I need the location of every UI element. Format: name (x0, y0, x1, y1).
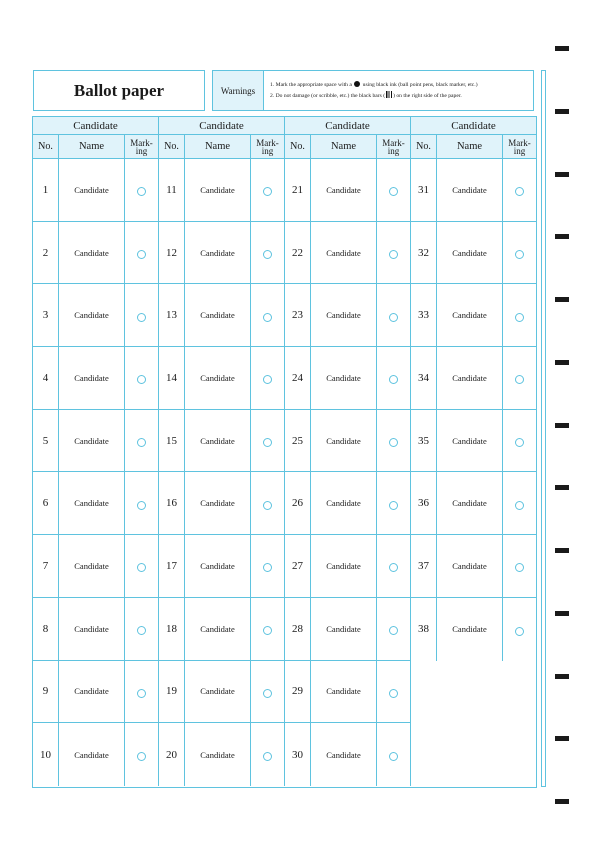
candidate-name: Candidate (437, 598, 503, 661)
candidate-name: Candidate (185, 410, 251, 472)
marking-cell (125, 410, 158, 472)
candidate-number: 3 (33, 284, 59, 346)
candidate-number: 28 (285, 598, 311, 660)
candidate-column-1 (33, 117, 159, 786)
marking-circle[interactable] (389, 313, 398, 322)
marking-cell (251, 535, 284, 597)
marking-circle[interactable] (137, 752, 146, 761)
marking-circle[interactable] (515, 438, 524, 447)
marking-circle[interactable] (389, 689, 398, 698)
column-subheader (33, 135, 159, 159)
candidate-row (33, 410, 159, 473)
candidate-name: Candidate (59, 222, 125, 284)
candidate-row (285, 535, 411, 598)
candidate-number: 1 (33, 159, 59, 221)
marking-cell (251, 723, 284, 786)
marking-circle[interactable] (389, 752, 398, 761)
timing-mark (555, 234, 569, 239)
candidate-name: Candidate (311, 284, 377, 346)
candidate-number: 11 (159, 159, 185, 221)
timing-mark (555, 297, 569, 302)
marking-circle[interactable] (263, 438, 272, 447)
marking-cell (251, 410, 284, 472)
candidate-name: Candidate (311, 598, 377, 660)
candidate-name: Candidate (59, 598, 125, 660)
candidate-row (411, 347, 537, 410)
candidate-group-header: Candidate (285, 117, 411, 135)
candidate-row (159, 159, 285, 222)
candidate-name: Candidate (59, 347, 125, 409)
marking-cell (125, 159, 158, 221)
candidate-row (33, 535, 159, 598)
timing-mark (555, 548, 569, 553)
candidate-row (285, 159, 411, 222)
candidate-row (159, 535, 285, 598)
candidate-name: Candidate (437, 410, 503, 472)
candidate-row (33, 222, 159, 285)
candidate-group-header: Candidate (411, 117, 537, 135)
marking-cell (125, 472, 158, 534)
candidate-row (159, 347, 285, 410)
marking-circle[interactable] (263, 689, 272, 698)
candidate-row (33, 159, 159, 222)
candidate-number: 27 (285, 535, 311, 597)
candidate-name: Candidate (311, 535, 377, 597)
marking-cell (377, 598, 410, 660)
candidate-number: 38 (411, 598, 437, 661)
candidate-name: Candidate (437, 535, 503, 597)
marking-cell (503, 535, 536, 597)
candidate-row (411, 410, 537, 473)
candidate-row (285, 222, 411, 285)
candidate-number: 8 (33, 598, 59, 660)
marking-cell (125, 347, 158, 409)
candidate-row (411, 222, 537, 285)
marking-cell (251, 598, 284, 660)
candidate-number: 5 (33, 410, 59, 472)
timing-mark (555, 736, 569, 741)
candidate-row (33, 598, 159, 661)
marking-circle[interactable] (263, 501, 272, 510)
column-subheader (285, 135, 411, 159)
candidate-row (159, 410, 285, 473)
header-name: Name (59, 135, 125, 158)
candidate-number: 13 (159, 284, 185, 346)
candidate-number: 22 (285, 222, 311, 284)
marking-cell (251, 222, 284, 284)
candidate-row (285, 472, 411, 535)
candidate-column-2 (159, 117, 285, 786)
candidate-number: 19 (159, 661, 185, 723)
marking-circle[interactable] (389, 187, 398, 196)
header-name: Name (437, 135, 503, 158)
candidate-row (285, 410, 411, 473)
marking-cell (377, 661, 410, 723)
candidate-number: 18 (159, 598, 185, 660)
candidate-number: 25 (285, 410, 311, 472)
candidate-number: 31 (411, 159, 437, 221)
marking-cell (251, 472, 284, 534)
candidate-name: Candidate (185, 347, 251, 409)
candidate-name: Candidate (59, 723, 125, 786)
candidate-column-4 (411, 117, 537, 661)
timing-mark (555, 109, 569, 114)
marking-circle[interactable] (389, 438, 398, 447)
candidate-name: Candidate (185, 159, 251, 221)
candidate-row (411, 598, 537, 661)
marking-cell (251, 284, 284, 346)
black-bars-icon (386, 91, 392, 98)
marking-circle[interactable] (515, 313, 524, 322)
candidate-row (411, 535, 537, 598)
candidate-name: Candidate (311, 347, 377, 409)
header-no: No. (411, 135, 437, 158)
header-marking: Mark- ing (508, 137, 531, 156)
marking-cell (251, 347, 284, 409)
timing-mark (555, 172, 569, 177)
marking-circle[interactable] (137, 563, 146, 572)
marking-cell (251, 159, 284, 221)
candidate-group-header: Candidate (33, 117, 159, 135)
candidate-row (411, 159, 537, 222)
candidate-number: 17 (159, 535, 185, 597)
marking-cell (377, 159, 410, 221)
candidate-number: 20 (159, 723, 185, 786)
header-marking: Mark- ing (256, 137, 279, 156)
marking-cell (125, 723, 158, 786)
timing-mark (555, 360, 569, 365)
marking-circle[interactable] (515, 375, 524, 384)
candidate-name: Candidate (437, 222, 503, 284)
marking-circle[interactable] (137, 375, 146, 384)
candidate-number: 16 (159, 472, 185, 534)
candidate-number: 30 (285, 723, 311, 786)
candidate-row (285, 598, 411, 661)
candidate-row (159, 222, 285, 285)
candidate-row (411, 284, 537, 347)
marking-cell (125, 535, 158, 597)
candidate-number: 26 (285, 472, 311, 534)
timing-mark (555, 46, 569, 51)
candidate-name: Candidate (59, 472, 125, 534)
marking-circle[interactable] (263, 375, 272, 384)
marking-circle[interactable] (263, 250, 272, 259)
filled-dot-icon (354, 81, 360, 87)
marking-circle[interactable] (137, 187, 146, 196)
candidate-row (285, 661, 411, 724)
candidate-row (285, 284, 411, 347)
timing-mark (555, 485, 569, 490)
marking-circle[interactable] (515, 501, 524, 510)
warning-line-1: 1. Mark the appropriate space with a using black ink (ball point pens, black marker, etc.) (270, 81, 478, 88)
marking-circle[interactable] (137, 501, 146, 510)
candidate-name: Candidate (185, 723, 251, 786)
candidate-number: 10 (33, 723, 59, 786)
candidate-column-3 (285, 117, 411, 786)
candidate-number: 15 (159, 410, 185, 472)
marking-circle[interactable] (137, 689, 146, 698)
marking-circle[interactable] (515, 563, 524, 572)
timing-mark (555, 674, 569, 679)
timing-mark (555, 423, 569, 428)
candidate-number: 7 (33, 535, 59, 597)
candidate-row (33, 472, 159, 535)
candidate-number: 33 (411, 284, 437, 346)
candidate-number: 2 (33, 222, 59, 284)
candidate-name: Candidate (185, 284, 251, 346)
warnings-label: Warnings (213, 71, 264, 110)
candidate-name: Candidate (185, 535, 251, 597)
candidate-row (33, 723, 159, 786)
warnings-box (212, 70, 534, 111)
marking-cell (377, 472, 410, 534)
marking-cell (503, 472, 536, 534)
candidate-row (33, 661, 159, 724)
candidate-row (159, 284, 285, 347)
header-marking: Mark- ing (382, 137, 405, 156)
candidate-row (159, 661, 285, 724)
candidate-number: 32 (411, 222, 437, 284)
marking-circle[interactable] (263, 563, 272, 572)
header-name: Name (311, 135, 377, 158)
timing-mark (555, 799, 569, 804)
candidate-row (285, 723, 411, 786)
marking-circle[interactable] (263, 187, 272, 196)
candidate-number: 36 (411, 472, 437, 534)
marking-cell (503, 222, 536, 284)
marking-cell (503, 598, 536, 661)
marking-circle[interactable] (263, 313, 272, 322)
header-no: No. (159, 135, 185, 158)
candidate-name: Candidate (59, 284, 125, 346)
candidate-name: Candidate (437, 159, 503, 221)
ballot-title: Ballot paper (73, 80, 165, 100)
candidate-row (33, 347, 159, 410)
candidate-row (159, 472, 285, 535)
candidate-number: 12 (159, 222, 185, 284)
marking-circle[interactable] (515, 627, 524, 636)
marking-circle[interactable] (263, 752, 272, 761)
candidate-row (411, 472, 537, 535)
column-subheader (411, 135, 537, 159)
candidate-row (285, 347, 411, 410)
marking-circle[interactable] (389, 250, 398, 259)
candidate-number: 9 (33, 661, 59, 723)
marking-cell (503, 159, 536, 221)
candidate-name: Candidate (59, 535, 125, 597)
marking-cell (377, 222, 410, 284)
candidate-name: Candidate (185, 222, 251, 284)
marking-cell (377, 347, 410, 409)
candidate-name: Candidate (59, 410, 125, 472)
marking-cell (377, 410, 410, 472)
marking-cell (125, 661, 158, 723)
ballot-table (32, 116, 537, 788)
candidate-name: Candidate (311, 472, 377, 534)
ballot-title-box (33, 70, 205, 111)
marking-circle[interactable] (389, 563, 398, 572)
marking-cell (125, 222, 158, 284)
column-subheader (159, 135, 285, 159)
marking-circle[interactable] (137, 626, 146, 635)
candidate-number: 24 (285, 347, 311, 409)
candidate-number: 34 (411, 347, 437, 409)
marking-circle[interactable] (137, 438, 146, 447)
candidate-number: 21 (285, 159, 311, 221)
marking-cell (125, 598, 158, 660)
candidate-group-header: Candidate (159, 117, 285, 135)
header-marking: Mark- ing (130, 137, 153, 156)
timing-mark (555, 611, 569, 616)
marking-cell (377, 723, 410, 786)
candidate-name: Candidate (311, 410, 377, 472)
warnings-text (264, 71, 533, 110)
marking-circle[interactable] (515, 250, 524, 259)
candidate-name: Candidate (59, 159, 125, 221)
marking-cell (125, 284, 158, 346)
warning-line-2: 2. Do not damage (or scribble, etc.) the black bars ( ) on the right side of the paper. (270, 92, 462, 99)
candidate-row (159, 598, 285, 661)
candidate-name: Candidate (437, 284, 503, 346)
candidate-number: 37 (411, 535, 437, 597)
marking-circle[interactable] (263, 626, 272, 635)
header-name: Name (185, 135, 251, 158)
marking-circle[interactable] (137, 250, 146, 259)
header-no: No. (285, 135, 311, 158)
candidate-name: Candidate (437, 347, 503, 409)
marking-cell (251, 661, 284, 723)
candidate-name: Candidate (185, 472, 251, 534)
header-no: No. (33, 135, 59, 158)
candidate-name: Candidate (311, 723, 377, 786)
marking-cell (377, 535, 410, 597)
candidate-number: 23 (285, 284, 311, 346)
candidate-number: 29 (285, 661, 311, 723)
candidate-number: 14 (159, 347, 185, 409)
right-border-strip (541, 70, 546, 787)
marking-circle[interactable] (389, 375, 398, 384)
marking-circle[interactable] (389, 501, 398, 510)
marking-cell (503, 347, 536, 409)
candidate-row (33, 284, 159, 347)
marking-circle[interactable] (137, 313, 146, 322)
candidate-name: Candidate (311, 661, 377, 723)
marking-cell (377, 284, 410, 346)
marking-cell (503, 410, 536, 472)
candidate-number: 35 (411, 410, 437, 472)
candidate-name: Candidate (311, 159, 377, 221)
marking-cell (503, 284, 536, 346)
candidate-name: Candidate (185, 598, 251, 660)
candidate-name: Candidate (437, 472, 503, 534)
candidate-name: Candidate (311, 222, 377, 284)
candidate-row (159, 723, 285, 786)
marking-circle[interactable] (389, 626, 398, 635)
candidate-number: 4 (33, 347, 59, 409)
candidate-name: Candidate (185, 661, 251, 723)
candidate-name: Candidate (59, 661, 125, 723)
marking-circle[interactable] (515, 187, 524, 196)
candidate-number: 6 (33, 472, 59, 534)
